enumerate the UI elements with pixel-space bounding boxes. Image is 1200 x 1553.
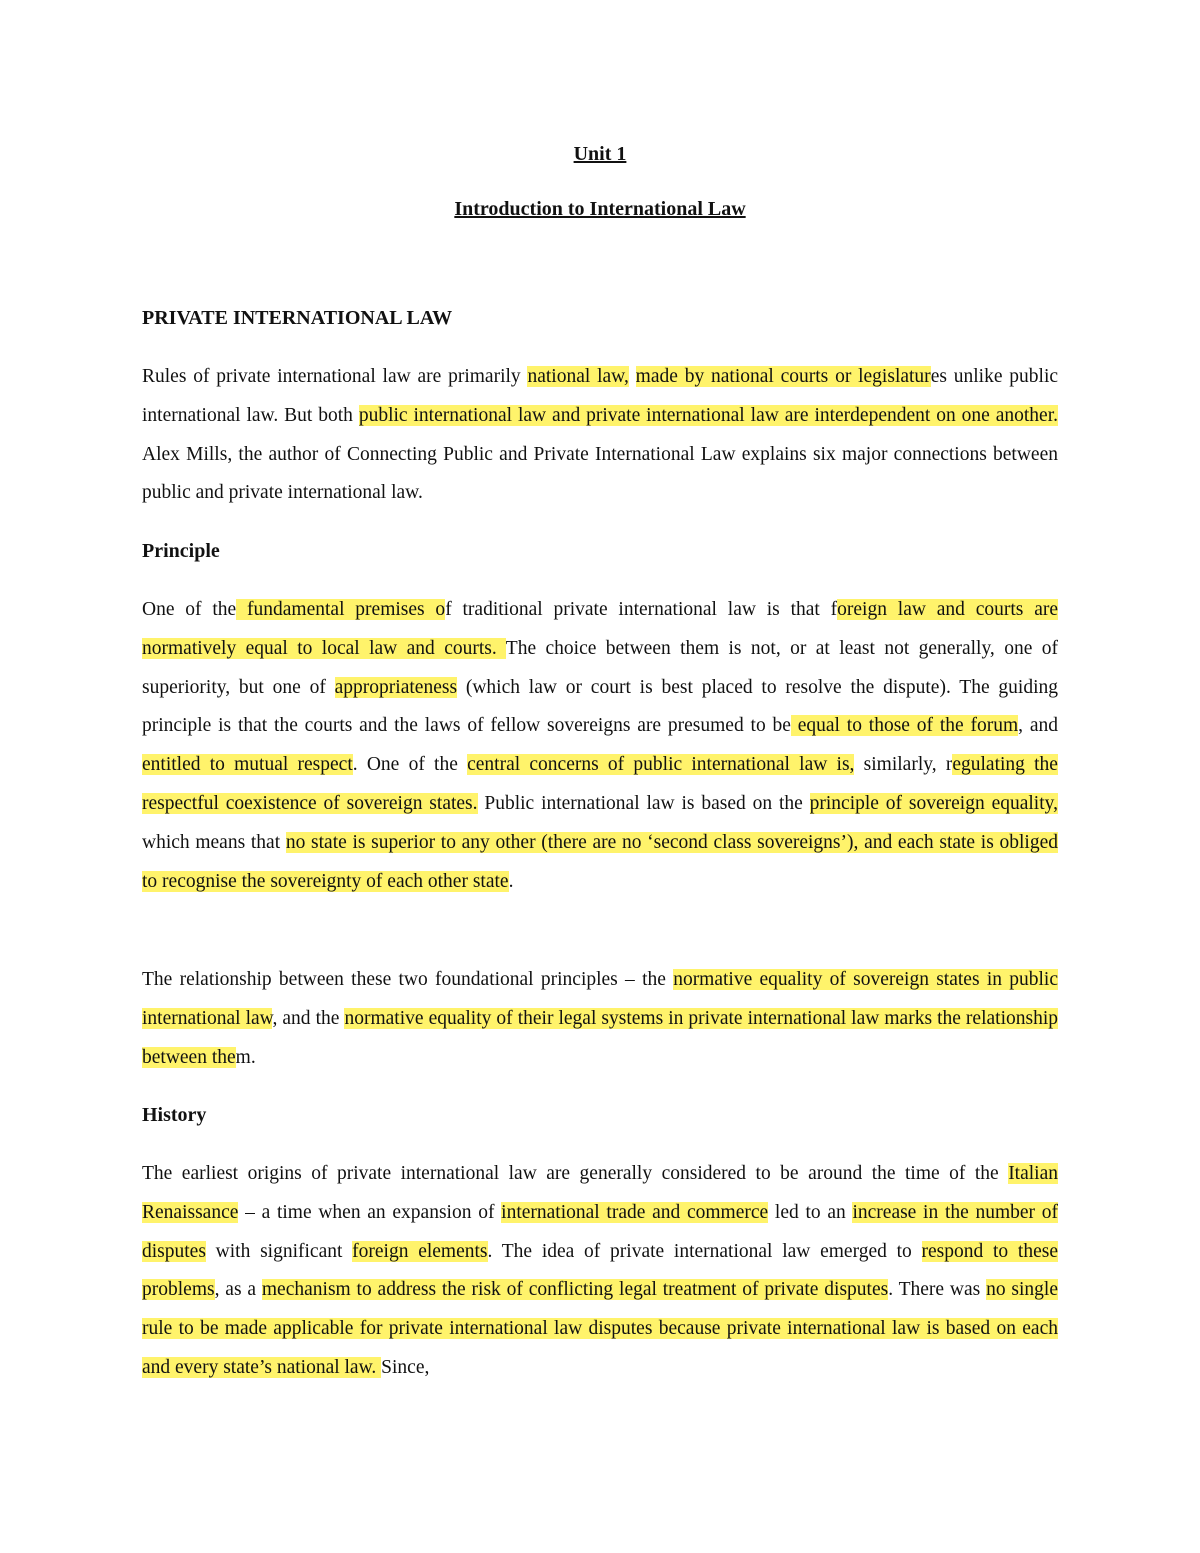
highlighted-text: respond to these problems <box>142 1240 1058 1301</box>
body-text: similarly, r <box>854 754 953 776</box>
heading-principle: Principle <box>142 540 220 562</box>
highlighted-text: fundamental premises o <box>236 599 446 620</box>
body-text: . One of the <box>352 754 468 776</box>
body-text <box>629 366 636 387</box>
paragraph-principle <box>142 591 1058 901</box>
body-text: which means that <box>142 831 286 853</box>
body-text: es unlike public international law. But both <box>142 366 1059 426</box>
document-subtitle: Introduction to International Law <box>454 198 746 220</box>
body-text: f traditional private international law is that f <box>445 599 838 620</box>
highlighted-text: public international law and private international law are interdependent on one another. <box>358 404 1058 426</box>
highlighted-text: normative equality of sovereign states in public international law <box>142 969 1059 1029</box>
highlighted-text: made by national courts or legislatur <box>635 366 931 387</box>
section-heading: PRIVATE INTERNATIONAL LAW <box>142 307 453 329</box>
highlighted-text: equal to those of the forum <box>790 715 1019 737</box>
highlighted-text: central concerns of public international law is, <box>467 754 855 776</box>
highlighted-text: no single rule to be made applicable for private international law disputes because private international law is based on each and every state’s national law. <box>142 1279 1058 1378</box>
body-text: . The idea of private international law emerged to <box>487 1240 922 1262</box>
heading-history: History <box>142 1104 207 1126</box>
highlighted-text: egulating the respectful coexistence of sovereign states. <box>142 754 1058 814</box>
paragraph-intro <box>142 358 1058 513</box>
body-text: One of the <box>142 599 237 620</box>
paragraph-relationship <box>142 961 1058 1077</box>
highlighted-text: mechanism to address the risk of conflicting legal treatment of private disputes <box>261 1279 889 1301</box>
body-text: , as a <box>214 1279 262 1301</box>
highlighted-text: appropriateness <box>334 676 458 698</box>
body-text: , and the <box>272 1007 345 1029</box>
body-text: The choice between them is not, or at least not generally, one of superiority, but one of <box>142 637 1058 698</box>
body-text: . There was <box>888 1279 987 1301</box>
body-text: , and <box>1018 715 1058 737</box>
highlighted-text: normative equality of their legal systems in private international law marks the relationship between the <box>142 1007 1058 1068</box>
body-text: The earliest origins of private international law are generally considered to be around the time of the <box>142 1163 1009 1184</box>
body-text: – a time when an expansion of <box>238 1201 502 1223</box>
highlighted-text: Italian Renaissance <box>142 1163 1058 1223</box>
highlighted-text: national law, <box>527 366 629 387</box>
body-text: . <box>508 870 514 892</box>
body-text: (which law or court is best placed to resolve the dispute). The guiding principle is that the courts and the laws of fellow sovereigns are presumed to be <box>142 676 1058 737</box>
paragraph-history <box>142 1155 1058 1388</box>
highlighted-text: no state is superior to any other (there are no ‘second class sovereigns’), and each state is obliged to recognise the sovereignty of each other state <box>142 831 1058 892</box>
body-text: m. <box>235 1046 256 1068</box>
highlighted-text: foreign elements <box>352 1240 488 1262</box>
body-text: Public international law is based on the <box>477 792 810 814</box>
highlighted-text: increase in the number of disputes <box>142 1201 1059 1262</box>
highlighted-text: oreign law and courts are normatively equal to local law and courts. <box>142 599 1058 659</box>
body-text: Rules of private international law are primarily <box>142 366 528 387</box>
body-text: Since, <box>381 1356 430 1378</box>
unit-title: Unit 1 <box>573 143 627 165</box>
highlighted-text: entitled to mutual respect <box>142 754 353 776</box>
highlighted-text: principle of sovereign equality, <box>809 792 1058 814</box>
highlighted-text: international trade and commerce <box>501 1201 769 1223</box>
body-text: The relationship between these two foundational principles – the <box>142 969 674 990</box>
body-text: led to an <box>768 1201 853 1223</box>
body-text: Alex Mills, the author of Connecting Public and Private International Law explains six major connections between public and private international law. <box>142 443 1058 504</box>
body-text: with significant <box>205 1240 353 1262</box>
